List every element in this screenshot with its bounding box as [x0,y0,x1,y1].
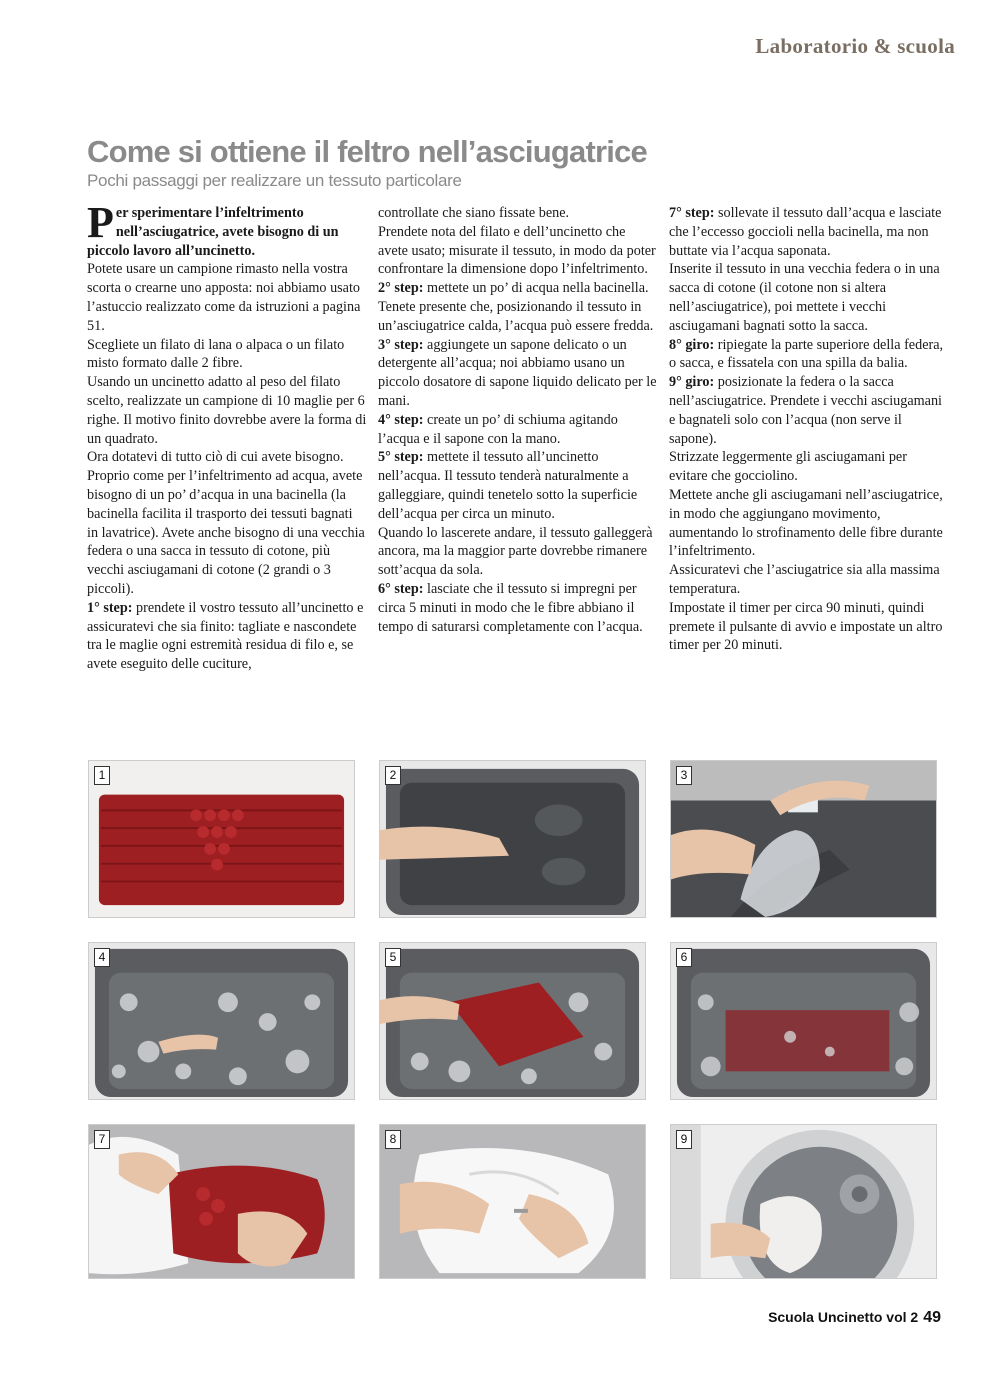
step-text: mettete il tessuto all’uncinetto nell’acqua. Il tessuto tenderà naturalmente a galleggiare, quindi tenetelo sotto la superficie dell’acqua per circa un minuto. [378,449,638,522]
magazine-name: Scuola Uncinetto vol 2 [768,1309,919,1325]
section-label: Laboratorio & scuola [755,34,955,58]
step-label: 4° step: [378,411,424,428]
step-text: aggiungete un sapone delicato o un detergente all’acqua; noi abbiamo usano un piccolo dosatore di sapone liquido delicato per le mani. [378,336,657,409]
step-2 [378,279,658,335]
text-column-2 [378,204,658,636]
step-9 [669,373,949,448]
step-label: 8° giro: [669,336,715,353]
article-title: Come si ottiene il feltro nell’asciugatrice [87,134,647,169]
step-label: 9° giro: [669,374,715,391]
dryer-image [671,1125,936,1278]
photo-number: 5 [385,948,401,967]
photo-number: 7 [94,1130,110,1149]
step-label: 6° step: [378,580,424,597]
swatch-soaking-image [671,943,936,1099]
photo-number: 1 [94,766,110,785]
step-text: lasciate che il tessuto si impregni per circa 5 minuti in modo che le fibre abbiano il tempo di saturarsi completamente con l’acqua. [378,580,643,635]
photo-number: 2 [385,766,401,785]
photo-step-1 [88,760,355,918]
pillowcase-insert-image [89,1125,354,1278]
soap-dispenser-image [671,761,936,917]
photo-step-8 [379,1124,646,1279]
paragraph: Potete usare un campione rimasto nella vostra scorta o crearne uno apposta: noi abbiamo usato l’astuccio realizzato come da istruzioni a pagina 51. [87,261,361,334]
paragraph: Quando lo lascerete andare, il tessuto galleggerà ancora, ma la maggior parte dovrebbe rimanere sott’acqua da sola. [378,524,653,579]
step-text: prendete il vostro tessuto all’uncinetto e assicuratevi che sia finito: tagliate e nascondete tra le maglie ogni estremità residua di filo e, se avete eseguito delle cuciture, [87,599,364,673]
paragraph: Impostate il timer per circa 90 minuti, quindi premete il pulsante di avvio e impostate un altro timer per 20 minuti. [669,599,943,654]
photo-number: 9 [676,1130,692,1149]
paragraph: Prendete nota del filato e dell’uncinetto che avete usato; misurate il tessuto, in modo da poter confrontare la dimensione dopo l’infeltrimento. [378,223,656,278]
paragraph: Usando un uncinetto adatto al peso del filato scelto, realizzate un campione di 10 maglie per 6 righe. Il motivo finito dovrebbe avere la forma di un quadrato. [87,374,367,447]
step-text: posizionate la federa o la sacca nell’asciugatrice. Prendete i vecchi asciugamani e bagnateli solo con l’acqua (non serve il sapone). [669,374,942,447]
step-label: 2° step: [378,280,424,297]
photo-step-7 [88,1124,355,1279]
paragraph: Proprio come per l’infeltrimento ad acqua, avete bisogno di un po’ d’acqua in una bacinella (la bacinella facilita il trasporto dei tessuti bagnati in lavatrice). Avete anche bisogno di una vecchia federa o una sacca in tessuto di cotone, più vecchi asciugamani di cotone (2 grandi o 3 piccoli). [87,468,365,597]
lead-text: er sperimentare l’infeltrimento nell’asciugatrice, avete bisogno di un piccolo lavoro all’uncinetto. [87,205,339,259]
step-1 [87,599,367,674]
photo-step-4 [88,942,355,1100]
photo-number: 3 [676,766,692,785]
lead-paragraph [87,198,367,260]
paragraph: Scegliete un filato di lana o alpaca o un filato misto formato dalle 2 fibre. [87,336,345,372]
step-7 [669,204,949,260]
step-text: mettete un po’ di acqua nella bacinella. Tenete presente che, posizionando il tessuto in un’asciugatrice calda, l’acqua può essere fredda. [378,280,654,334]
foamy-water-image [89,943,354,1099]
step-8 [669,336,949,374]
step-text: ripiegate la parte superiore della federa, o sacca, e fissatela con una spilla da balia. [669,336,944,372]
step-5 [378,448,658,523]
step-3 [378,336,658,411]
paragraph: Assicuratevi che l’asciugatrice sia alla massima temperatura. [669,562,940,597]
page-footer [768,1309,941,1327]
photo-number: 4 [94,948,110,967]
text-column-3 [669,204,949,655]
page-number: 49 [923,1309,941,1326]
photo-step-2 [379,760,646,918]
photo-step-6 [670,942,937,1100]
photo-number: 8 [385,1130,401,1149]
paragraph: Ora dotatevi di tutto ciò di cui avete bisogno. [87,449,344,466]
step-6 [378,580,658,636]
crochet-swatch-image [89,761,354,917]
safety-pin-image [380,1125,645,1278]
article-subtitle: Pochi passaggi per realizzare un tessuto particolare [87,171,462,190]
text-column-1 [87,198,367,674]
photo-number: 6 [676,948,692,967]
step-label: 3° step: [378,336,424,353]
paragraph: Strizzate leggermente gli asciugamani per evitare che gocciolino. [669,449,907,485]
step-4 [378,411,658,449]
paragraph: Mettete anche gli asciugamani nell’asciugatrice, in modo che aggiungano movimento, aumentando lo strofinamento delle fibre durante l’infeltrimento. [669,486,943,560]
basin-image [380,761,645,917]
paragraph: controllate che siano fissate bene. [378,205,570,221]
step-text: create un po’ di schiuma agitando l’acqua e il sapone con la mano. [378,411,618,447]
photo-step-3 [670,760,937,918]
step-label: 5° step: [378,449,424,466]
drop-cap: P [87,198,114,247]
photo-step-9 [670,1124,937,1279]
step-label: 1° step: [87,599,133,616]
paragraph: Inserite il tessuto in una vecchia federa o in una sacca di cotone (il cotone non si altera nell’asciugatrice), poi mettete i vecchi asciugamani bagnati sotto la sacca. [669,261,940,334]
step-text: sollevate il tessuto dall’acqua e lasciate che l’eccesso goccioli nella bacinella, ma non buttate via l’acqua saponata. [669,205,942,259]
photo-step-5 [379,942,646,1100]
swatch-in-water-image [380,943,645,1099]
step-label: 7° step: [669,205,715,221]
